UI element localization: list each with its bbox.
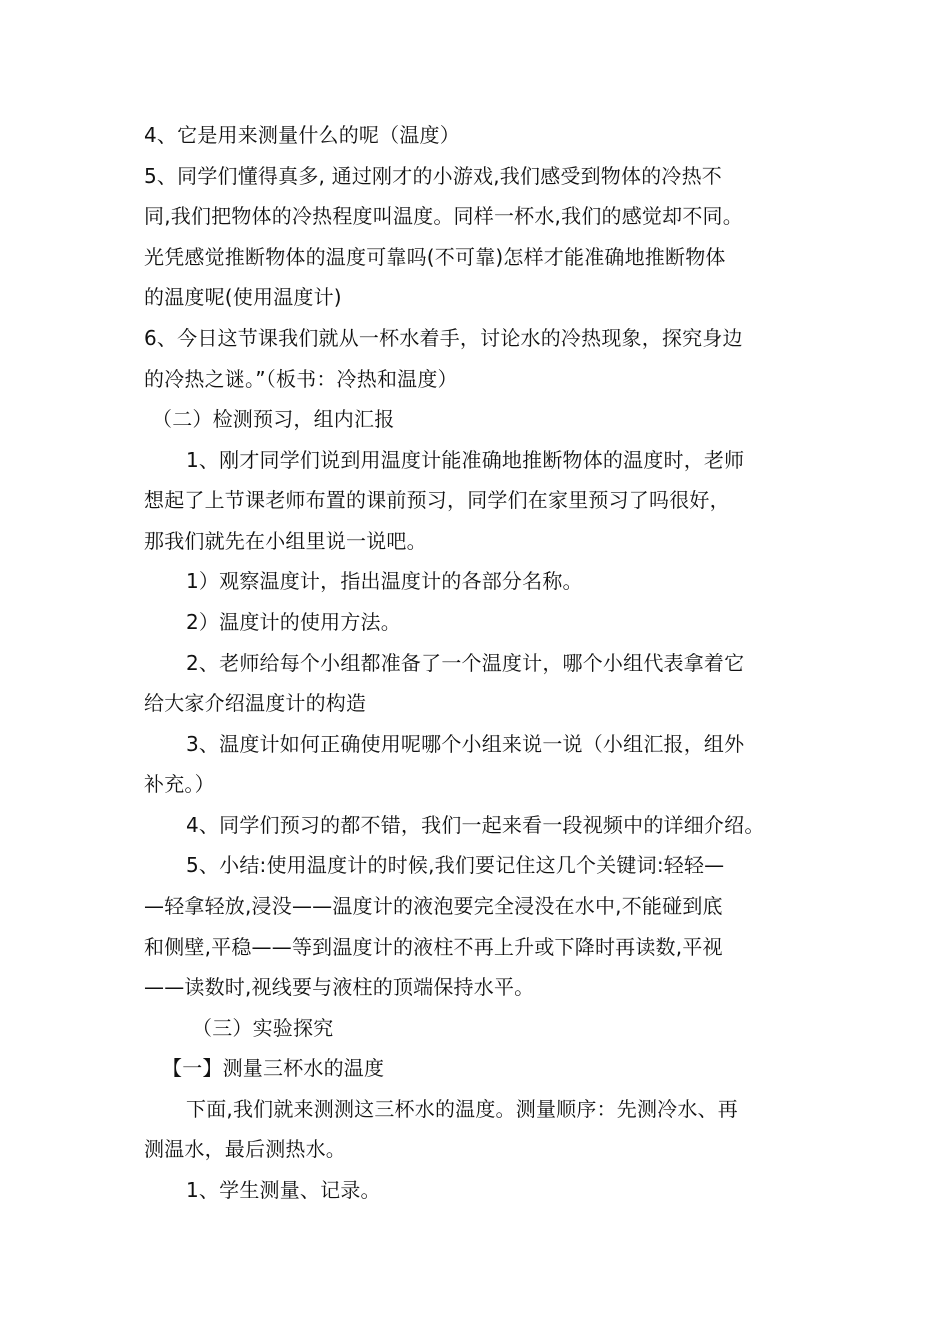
text-line: 同,我们把物体的冷热程度叫温度。同样一杯水,我们的感觉却不同。 xyxy=(144,204,743,228)
text-line: 给大家介绍温度计的构造 xyxy=(144,691,367,715)
text-line: 那我们就先在小组里说一说吧。 xyxy=(144,529,427,553)
text-line: 1、学生测量、记录。 xyxy=(186,1178,381,1202)
text-line: 1、刚才同学们说到用温度计能准确地推断物体的温度时，老师 xyxy=(186,448,745,472)
text-line: 4、同学们预习的都不错，我们一起来看一段视频中的详细介绍。 xyxy=(186,813,765,837)
text-line: 6、今日这节课我们就从一杯水着手，讨论水的冷热现象，探究身边 xyxy=(144,326,743,350)
section-heading: （三）实验探究 xyxy=(192,1016,334,1040)
section-heading: 【一】测量三杯水的温度 xyxy=(162,1056,385,1080)
text-line: 补充。） xyxy=(144,772,215,796)
text-line: 测温水，最后测热水。 xyxy=(144,1137,346,1161)
text-line: 1）观察温度计，指出温度计的各部分名称。 xyxy=(186,569,583,593)
text-line: 4、它是用来测量什么的呢（温度） xyxy=(144,123,460,147)
text-line: 的冷热之谜。”（板书：冷热和温度） xyxy=(144,367,458,391)
text-line: 下面,我们就来测测这三杯水的温度。测量顺序：先测冷水、再 xyxy=(186,1097,738,1121)
text-line: 5、同学们懂得真多, 通过刚才的小游戏,我们感受到物体的冷热不 xyxy=(144,164,722,188)
text-line: 光凭感觉推断物体的温度可靠吗(不可靠)怎样才能准确地推断物体 xyxy=(144,245,726,269)
text-line: 3、温度计如何正确使用呢哪个小组来说一说（小组汇报，组外 xyxy=(186,732,745,756)
text-line: 和侧壁,平稳——等到温度计的液柱不再上升或下降时再读数,平视 xyxy=(144,935,723,959)
text-line: ——读数时,视线要与液柱的顶端保持水平。 xyxy=(144,975,535,999)
text-line: 想起了上节课老师布置的课前预习，同学们在家里预习了吗很好， xyxy=(144,488,730,512)
text-line: 5、小结:使用温度计的时候,我们要记住这几个关键词:轻轻— xyxy=(186,853,725,877)
text-line: 2）温度计的使用方法。 xyxy=(186,610,401,634)
text-line: 的温度呢(使用温度计) xyxy=(144,285,342,309)
text-line: 2、老师给每个小组都准备了一个温度计，哪个小组代表拿着它 xyxy=(186,651,745,675)
text-line: —轻拿轻放,浸没——温度计的液泡要完全浸没在水中,不能碰到底 xyxy=(144,894,723,918)
section-heading: （二）检测预习，组内汇报 xyxy=(152,407,395,431)
